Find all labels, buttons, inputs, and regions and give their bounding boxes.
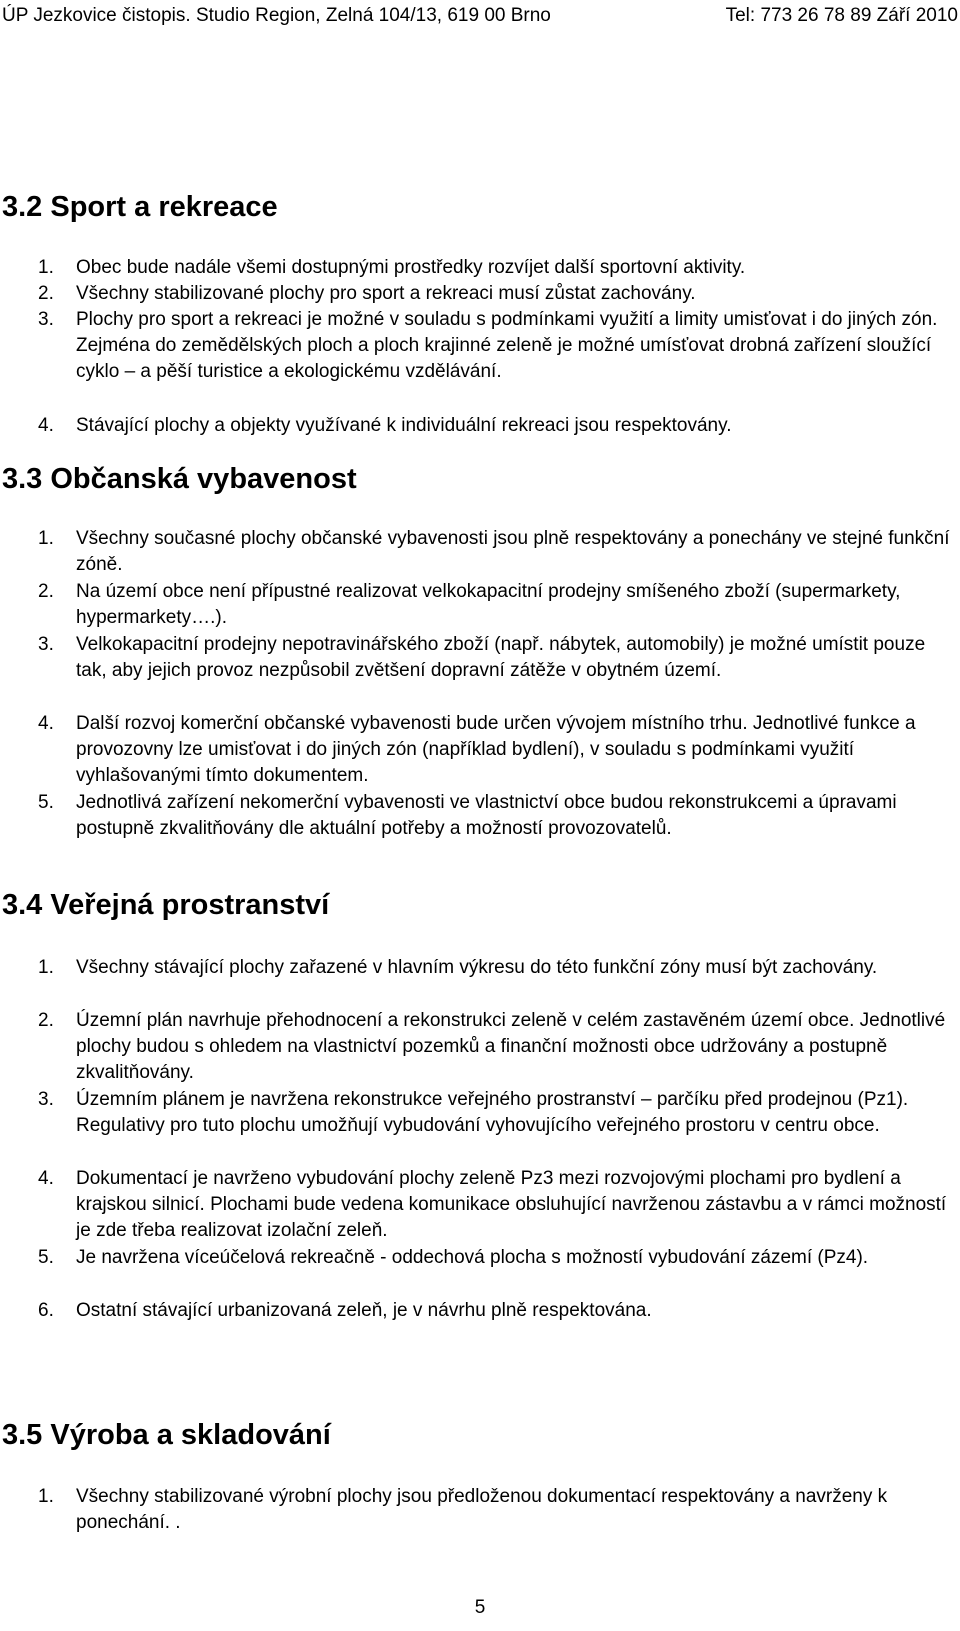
item-number: 2. <box>38 1010 54 1031</box>
item-number: 4. <box>38 415 54 436</box>
list-item <box>0 281 960 307</box>
item-text: Další rozvoj komerční občanské vybavenosti bude určen vývojem místního trhu. Jednotlivé funkce a provozovny lze umisťovat i do jiných zón (například bydlení), v souladu s podmínkami využití vyhlašovanými tímto dokumentem. <box>76 713 916 787</box>
list-item <box>0 413 960 439</box>
item-text: Všechny stabilizované plochy pro sport a rekreaci musí zůstat zachovány. <box>76 283 696 304</box>
item-number: 3. <box>38 309 54 330</box>
item-number: 5. <box>38 792 54 813</box>
header-document-info: ÚP Jezkovice čistopis. Studio Region, Zelná 104/13, 619 00 Brno <box>2 5 551 26</box>
list-item <box>0 526 960 578</box>
item-number: 1. <box>38 957 54 978</box>
item-text: Ostatní stávající urbanizovaná zeleň, je v návrhu plně respektována. <box>76 1300 652 1321</box>
item-text: Všechny současné plochy občanské vybavenosti jsou plně respektovány a ponechány ve stejné funkční zóně. <box>76 528 950 576</box>
list-item <box>0 255 960 281</box>
item-text: Stávající plochy a objekty využívané k individuální rekreaci jsou respektovány. <box>76 415 732 436</box>
item-number: 3. <box>38 634 54 655</box>
item-text: Na území obce není přípustné realizovat velkokapacitní prodejny smíšeného zboží (supermarkety, hypermarkety….). <box>76 581 901 629</box>
item-text: Všechny stávající plochy zařazené v hlavním výkresu do této funkční zóny musí být zachovány. <box>76 957 878 978</box>
section-title-sport: 3.2 Sport a rekreace <box>2 191 278 223</box>
section-title-public-spaces: 3.4 Veřejná prostranství <box>2 889 330 921</box>
item-number: 1. <box>38 257 54 278</box>
item-text: Všechny stabilizované výrobní plochy jsou předloženou dokumentací respektovány a navrženy k ponechání. . <box>76 1486 888 1534</box>
list-item <box>0 1245 960 1271</box>
list-item <box>0 307 960 386</box>
page-header <box>0 4 960 28</box>
item-number: 4. <box>38 713 54 734</box>
section-title-production: 3.5 Výroba a skladování <box>2 1419 331 1451</box>
item-text: Plochy pro sport a rekreaci je možné v souladu s podmínkami využití a limity umisťovat i do jiných zón. Zejména do zemědělských ploch a ploch krajinné zeleně je možné umísťovat drobná zařízení sloužící cyklo – a pěší turistice a ekologickému vzdělávání. <box>76 309 938 383</box>
item-text: Jednotlivá zařízení nekomerční vybavenosti ve vlastnictví obce budou rekonstrukcemi a úpravami postupně zkvalitňovány dle aktuální potřeby a možností provozovatelů. <box>76 792 897 840</box>
list-item <box>0 711 960 790</box>
section-title-civic-amenities: 3.3 Občanská vybavenost <box>2 463 357 495</box>
item-text: Dokumentací je navrženo vybudování plochy zeleně Pz3 mezi rozvojovými plochami pro bydlení a krajskou silnicí. Plochami bude vedena komunikace obsluhující navrženou zástavbu a v rámci možností je zde třeba realizovat izolační zeleň. <box>76 1168 947 1242</box>
item-text: Územním plánem je navržena rekonstrukce veřejného prostranství – parčíku před prodejnou (Pz1). Regulativy pro tuto plochu umožňují vybudování vyhovujícího veřejného prostoru v centru obce. <box>76 1089 909 1137</box>
item-number: 5. <box>38 1247 54 1268</box>
list-item <box>0 579 960 631</box>
list-item <box>0 1166 960 1245</box>
item-number: 3. <box>38 1089 54 1110</box>
list-item <box>0 632 960 684</box>
list-item <box>0 790 960 842</box>
page-number: 5 <box>474 1597 486 1618</box>
header-contact-date: Tel: 773 26 78 89 Září 2010 <box>725 5 958 26</box>
item-text: Obec bude nadále všemi dostupnými prostředky rozvíjet další sportovní aktivity. <box>76 257 746 278</box>
item-number: 6. <box>38 1300 54 1321</box>
item-number: 2. <box>38 283 54 304</box>
item-number: 2. <box>38 581 54 602</box>
item-text: Územní plán navrhuje přehodnocení a rekonstrukci zeleně v celém zastavěném území obce. Jednotlivé plochy budou s ohledem na vlastnictví pozemků a finanční možnosti obce udržovány a postupně zkvalitňovány. <box>76 1010 946 1084</box>
list-item <box>0 955 960 981</box>
item-text: Velkokapacitní prodejny nepotravinářského zboží (např. nábytek, automobily) je možné umístit pouze tak, aby jejich provoz nezpůsobil zvětšení dopravní zátěže v obytném území. <box>76 634 926 682</box>
item-number: 1. <box>38 528 54 549</box>
list-item <box>0 1298 960 1324</box>
item-number: 1. <box>38 1486 54 1507</box>
item-text: Je navržena víceúčelová rekreačně - oddechová plocha s možností vybudování zázemí (Pz4). <box>76 1247 869 1268</box>
list-item <box>0 1087 960 1139</box>
item-number: 4. <box>38 1168 54 1189</box>
list-item <box>0 1008 960 1087</box>
list-item <box>0 1484 960 1536</box>
